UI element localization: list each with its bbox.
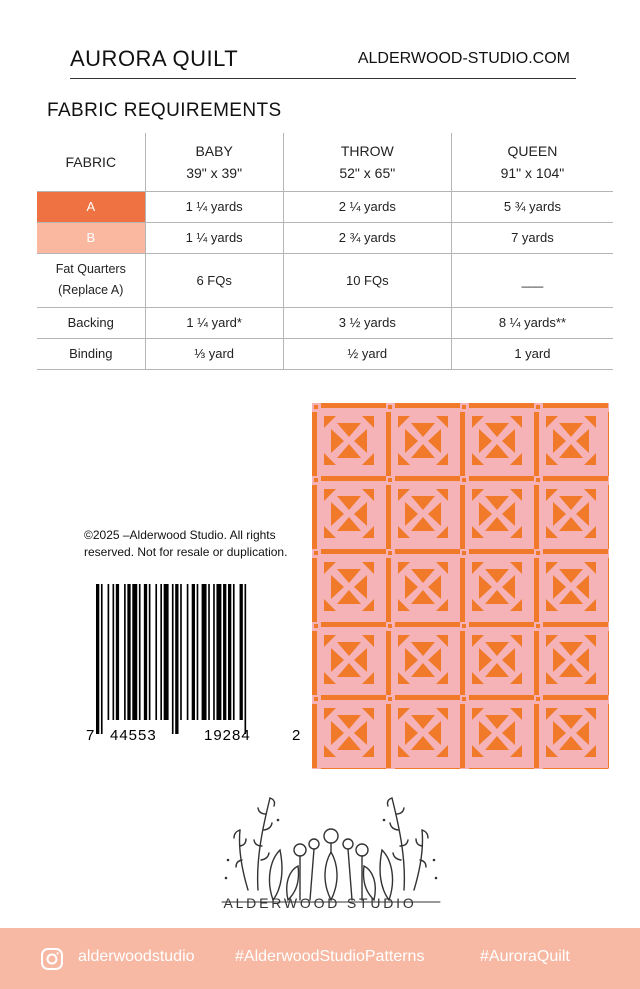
barcode-bar [139,584,141,720]
table-cell: ___ [451,253,613,307]
table-cell: 6 FQs [145,253,283,307]
fabric-b-swatch: B [37,222,145,253]
table-cell: 10 FQs [283,253,451,307]
fabric-a-swatch: A [37,191,145,222]
table-cell: ⅓ yard [145,338,283,369]
barcode-bar [202,584,207,720]
barcode-bar [228,584,231,720]
barcode-bar [245,584,247,734]
table-cell: 5 ¾ yards [451,191,613,222]
barcode-bar [180,584,182,720]
table-row [37,253,613,307]
instagram-handle[interactable]: alderwoodstudio [78,948,195,965]
table-cell: 1 yard [451,338,613,369]
barcode-bar [155,584,157,720]
studio-name: ALDERWOOD STUDIO [223,895,417,911]
barcode-bar [192,584,195,720]
barcode-bar [113,584,115,720]
table-cell: 1 ¼ yard* [145,307,283,338]
barcode-bar [149,584,151,720]
barcode [84,584,302,744]
barcode-bar [116,584,119,720]
barcode-bar [197,584,199,720]
col-queen [451,133,613,191]
barcode-digit: 19284 [204,727,251,744]
fabric-requirements-table [37,133,613,370]
table-cell: 8 ¼ yards** [451,307,613,338]
barcode-digit: 44553 [110,727,157,744]
copyright-notice: ©2025 –Alderwood Studio. All rights reserved. Not for resale or duplication. [84,528,288,559]
page-header [70,44,576,79]
barcode-bar [172,584,174,734]
table-cell: 2 ¼ yards [283,191,451,222]
table-header-row [37,133,613,191]
hashtag-studio[interactable]: #AlderwoodStudioPatterns [235,948,425,965]
col-throw-dims: 52" x 65" [339,164,396,181]
col-throw [283,133,451,191]
col-baby-dims: 39" x 39" [186,164,243,181]
fat-quarters-label: Fat Quarters (Replace A) [37,253,145,307]
barcode-bar [223,584,226,720]
table-cell: 3 ½ yards [283,307,451,338]
pattern-title: AURORA QUILT [70,46,239,71]
hashtag-pattern[interactable]: #AuroraQuilt [480,948,570,965]
website-url[interactable]: ALDERWOOD-STUDIO.COM [357,50,570,67]
footer-bar [0,928,640,989]
col-fabric: FABRIC [37,133,145,191]
barcode-bar [127,584,130,720]
barcode-bar [96,584,99,734]
backing-label: Backing [37,307,145,338]
table-row [37,191,613,222]
barcode-bar [187,584,189,720]
barcode-bar [101,584,103,734]
binding-label: Binding [37,338,145,369]
col-baby-name: BABY [195,142,233,159]
table-cell: 1 ¼ yards [145,222,283,253]
barcode-bar [208,584,210,720]
barcode-bar [132,584,137,720]
barcode-bar [175,584,178,734]
instagram-icon[interactable] [40,947,64,971]
table-row [37,222,613,253]
barcode-bar [213,584,215,720]
table-cell: 7 yards [451,222,613,253]
barcode-bar [233,584,235,720]
barcode-digit: 7 [86,727,95,744]
barcode-digit: 2 [292,727,301,744]
col-baby [145,133,283,191]
quilt-photo [312,403,609,769]
barcode-bar [216,584,221,720]
table-row [37,307,613,338]
barcode-bar [164,584,169,720]
barcode-bar [240,584,243,720]
table-row [37,338,613,369]
table-cell: 2 ¾ yards [283,222,451,253]
barcode-bar [144,584,147,720]
col-queen-dims: 91" x 104" [500,164,565,181]
section-title: FABRIC REQUIREMENTS [47,100,282,121]
barcode-bar [124,584,126,720]
table-cell: 1 ¼ yards [145,191,283,222]
barcode-bar [160,584,162,720]
col-queen-name: QUEEN [507,142,558,159]
barcode-bar [108,584,110,720]
table-cell: ½ yard [283,338,451,369]
col-throw-name: THROW [340,142,394,159]
